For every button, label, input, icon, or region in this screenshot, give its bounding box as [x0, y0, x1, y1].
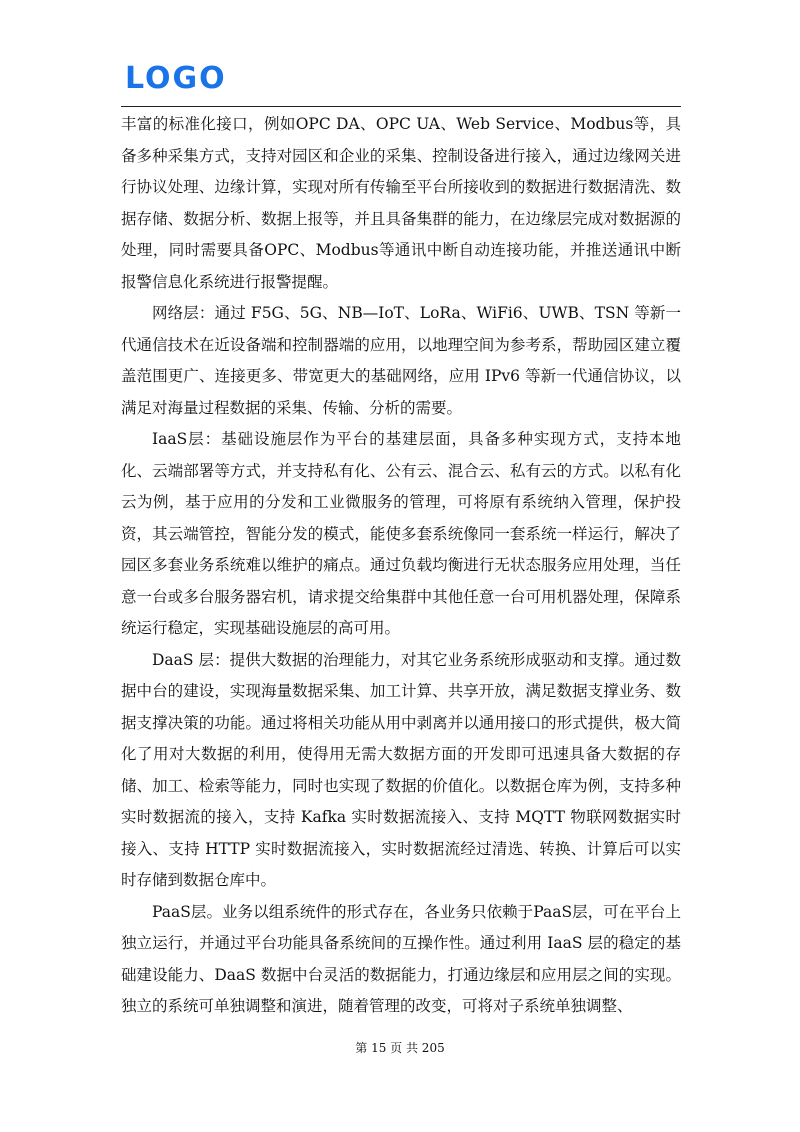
page-header [121, 60, 681, 107]
document-body [121, 109, 681, 1023]
paragraph-edge-layer: 丰富的标准化接口，例如OPC DA、OPC UA、Web Service、Modbus等，具备多种采集方式，支持对园区和企业的采集、控制设备进行接入，通过边缘网关进行协议处理、边缘计算，实现对所有传输至平台所接收到的数据进行数据清洗、数据存储、数据分析、数据上报等，并且具备集群的能力，在边缘层完成对数据源的处理，同时需要具备OPC、Modbus等通讯中断自动连接功能，并推送通讯中断报警信息化系统进行报警提醒。 [121, 115, 681, 291]
paragraph-daas-layer: DaaS 层：提供大数据的治理能力，对其它业务系统形成驱动和支撑。通过数据中台的建设，实现海量数据采集、加工计算、共享开放，满足数据支撑业务、数据支撑决策的功能。通过将相关功能从用中剥离并以通用接口的形式提供，极大简化了用对大数据的利用，使得用无需大数据方面的开发即可迅速具备大数据的存储、加工、检索等能力，同时也实现了数据的价值化。以数据仓库为例，支持多种实时数据流的接入，支持 Kafka 实时数据流接入、支持 MQTT 物联网数据实时接入、支持 HTTP 实时数据流接入，实时数据流经过清选、转换、计算后可以实时存储到数据仓库中。 [121, 650, 681, 889]
paragraph-network-layer: 网络层：通过 F5G、5G、NB—IoT、LoRa、WiFi6、UWB、TSN 等新一代通信技术在近设备端和控制器端的应用，以地理空间为参考系，帮助园区建立覆盖范围更广、连接更多、带宽更大的基础网络，应用 IPv6 等新一代通信协议，以满足对海量过程数据的采集、传输、分析的需要。 [121, 304, 681, 417]
logo: LOGO [125, 61, 227, 96]
paragraph-iaas-layer: IaaS层：基础设施层作为平台的基建层面，具备多种实现方式，支持本地化、云端部署等方式，并支持私有化、公有云、混合云、私有云的方式。以私有化云为例，基于应用的分发和工业微服务的管理，可将原有系统纳入管理，保护投资，其云端管控，智能分发的模式，能使多套系统像同一套系统一样运行，解决了园区多套业务系统难以维护的痛点。通过负载均衡进行无状态服务应用处理，当任意一台或多台服务器宕机，请求提交给集群中其他任意一台可用机器处理，保障系统运行稳定，实现基础设施层的高可用。 [121, 430, 681, 637]
page-number: 第 15 页 共 205 [355, 1041, 445, 1055]
paragraph-paas-layer: PaaS层。业务以组系统件的形式存在，各业务只依赖于PaaS层，可在平台上独立运行，并通过平台功能具备系统间的互操作性。通过利用 IaaS 层的稳定的基础建设能力、DaaS 数据中台灵活的数据能力，打通边缘层和应用层之间的实现。独立的系统可单独调整和演进，随着管理的改变，可将对子系统单独调整、 [121, 902, 681, 1015]
